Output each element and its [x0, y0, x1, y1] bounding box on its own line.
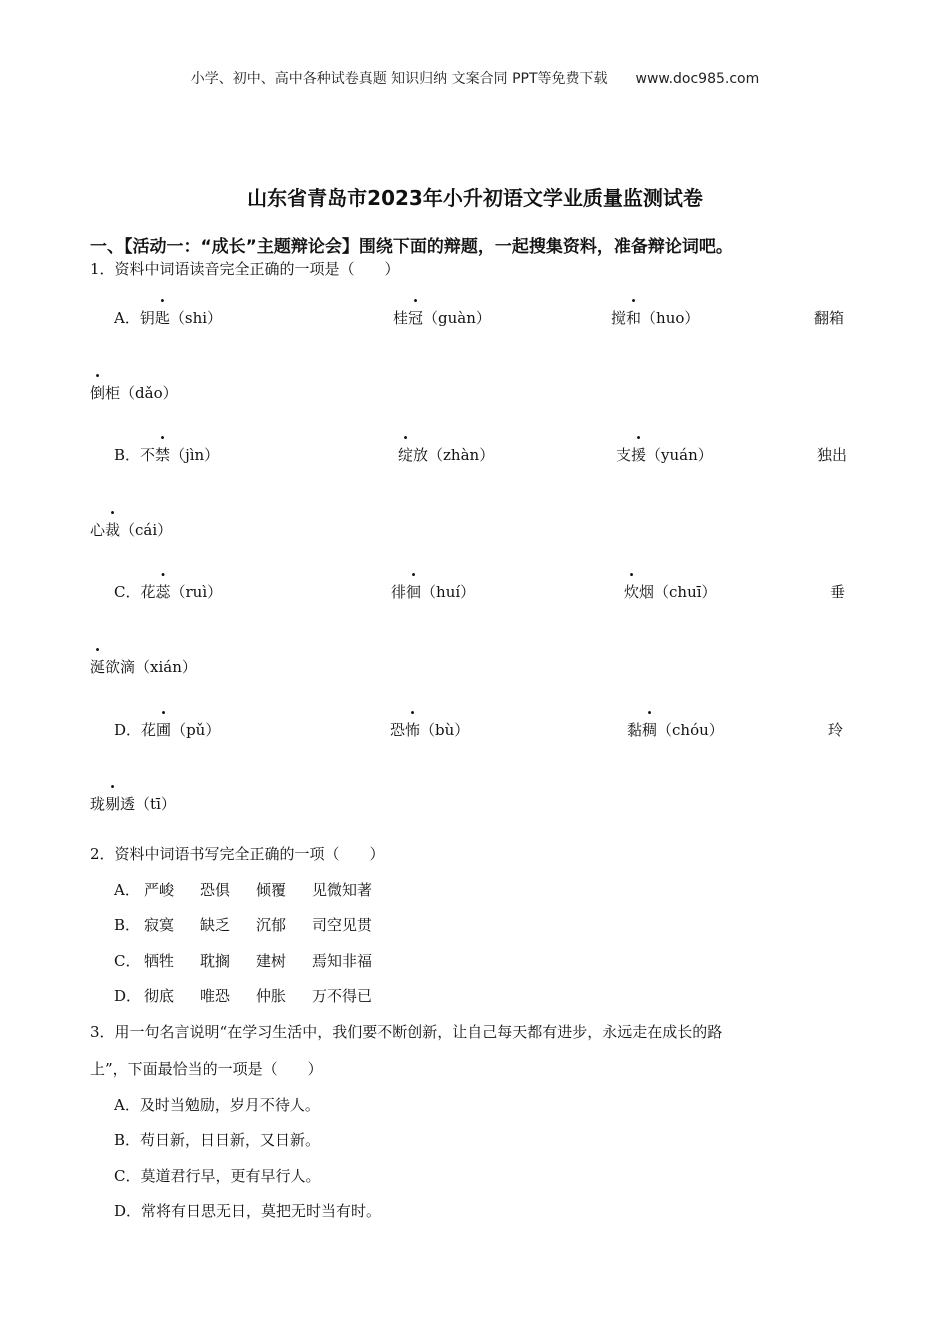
pinyin: （bù） — [420, 721, 470, 739]
word: 牺牲 — [144, 952, 175, 970]
word: 见微知著 — [312, 881, 373, 899]
pinyin: （pǔ） — [171, 721, 221, 739]
option-label: B． — [114, 446, 141, 464]
q3-option-b — [114, 1129, 320, 1150]
word-char: 黏 — [627, 721, 643, 739]
pinyin: （zhàn） — [428, 446, 495, 464]
q1-d-word3 — [627, 719, 724, 740]
pinyin: （xián） — [135, 658, 197, 676]
q1-a-word4-start: 翻箱 — [814, 309, 845, 327]
option-text: 常将有日思无日，莫把无时当有时。 — [141, 1202, 382, 1220]
pinyin: （tī） — [135, 795, 176, 813]
word-char: 心 — [90, 521, 106, 539]
word: 万不得已 — [312, 987, 373, 1005]
word: 唯恐 — [200, 987, 231, 1005]
option-label: D． — [114, 1202, 142, 1220]
word: 严峻 — [144, 881, 175, 899]
option-label: A． — [114, 1096, 140, 1114]
option-text: 苟日新，日日新，又日新。 — [140, 1131, 321, 1149]
word-char: 钥 — [139, 309, 155, 327]
q3-option-c — [114, 1165, 321, 1186]
word-char: 搅 — [611, 309, 627, 327]
pinyin: （huo） — [641, 309, 700, 327]
word: 恐俱 — [200, 881, 231, 899]
word-char: 放 — [413, 446, 429, 464]
word-char: 不 — [140, 446, 156, 464]
word: 司空见贯 — [312, 916, 373, 934]
dotted-char: 禁 — [155, 446, 171, 464]
pinyin: （cái） — [120, 521, 173, 539]
word-char: 支 — [616, 446, 632, 464]
q1-b-word4-end — [90, 519, 172, 540]
q3-option-d — [114, 1200, 381, 1221]
q2-option-a — [114, 879, 398, 900]
q1-b-word2 — [398, 444, 494, 465]
word-char: 欲滴 — [105, 658, 136, 676]
q1-c-word3 — [624, 581, 717, 602]
q1-option-a — [114, 307, 222, 328]
pinyin: （dǎo） — [120, 384, 178, 402]
q1-b-word3 — [616, 444, 713, 465]
dotted-char: 援 — [631, 446, 647, 464]
word-char: 花 — [141, 721, 157, 739]
pinyin: （chuī） — [654, 583, 717, 601]
word-char: 柜 — [105, 384, 121, 402]
dotted-char: 怖 — [405, 721, 421, 739]
word: 寂寞 — [144, 916, 175, 934]
q1-b-word4-start: 独出 — [817, 446, 848, 464]
q3-stem-line1: 3．用一句名言说明“在学习生活中，我们要不断创新，让自己每天都有进步，永远走在成长的路 — [90, 1023, 723, 1041]
q2-stem: 2．资料中词语书写完全正确的一项（ ） — [90, 845, 385, 863]
dotted-char: 圃 — [156, 721, 172, 739]
q1-c-word4-end — [90, 656, 197, 677]
pinyin: （jìn） — [170, 446, 220, 464]
page-header — [0, 68, 950, 88]
word-char: 烟 — [639, 583, 655, 601]
page-title: 山东省青岛市2023年小升初语文学业质量监测试卷 — [247, 186, 703, 210]
q3-stem-line2: 上”，下面最恰当的一项是（ ） — [90, 1060, 323, 1078]
dotted-char: 蕊 — [155, 583, 171, 601]
word: 焉知非福 — [312, 952, 373, 970]
option-label: C． — [114, 583, 141, 601]
q1-c-word2 — [391, 581, 475, 602]
q1-option-d — [114, 719, 220, 740]
word-char: 恐 — [390, 721, 406, 739]
q1-d-word4-end — [90, 793, 176, 814]
pinyin: （shi） — [169, 309, 223, 327]
pinyin: （guàn） — [423, 309, 491, 327]
word: 彻底 — [144, 987, 175, 1005]
q2-option-d — [114, 985, 398, 1006]
word-char: 徘 — [391, 583, 407, 601]
dotted-char: 涎 — [90, 658, 106, 676]
q1-c-word4-start: 垂 — [830, 583, 846, 601]
option-label: A． — [114, 881, 140, 899]
dotted-char: 炊 — [624, 583, 640, 601]
word-char: 透 — [120, 795, 136, 813]
word-char: 桂 — [393, 309, 409, 327]
option-text: 莫道君行早，更有早行人。 — [140, 1167, 321, 1185]
header-site: www.doc985.com — [635, 71, 760, 87]
word: 缺乏 — [200, 916, 231, 934]
pinyin: （ruì） — [170, 583, 223, 601]
dotted-char: 和 — [626, 309, 642, 327]
option-label: C． — [114, 1167, 141, 1185]
section-heading: 一、【活动一：“成长”主题辩论会】围绕下面的辩题，一起搜集资料，准备辩论词吧。 — [90, 237, 733, 257]
dotted-char: 裁 — [105, 521, 121, 539]
word-char: 珑 — [90, 795, 106, 813]
dotted-char: 绽 — [398, 446, 414, 464]
q3-option-a — [114, 1094, 320, 1115]
q2-option-b — [114, 914, 398, 935]
word-char: 花 — [140, 583, 156, 601]
q1-d-word2 — [390, 719, 469, 740]
word: 建树 — [256, 952, 287, 970]
word: 耽搁 — [200, 952, 231, 970]
word: 沉郁 — [256, 916, 287, 934]
q1-a-word3 — [611, 307, 699, 328]
word: 倾覆 — [256, 881, 287, 899]
header-text: 小学、初中、高中各种试卷真题 知识归纳 文案合同 PPT等免费下载 — [190, 71, 608, 87]
q1-a-word4-end — [90, 382, 178, 403]
dotted-char: 徊 — [406, 583, 422, 601]
word: 仲胀 — [256, 987, 287, 1005]
q1-d-word4-start: 玲 — [828, 721, 844, 739]
dotted-char: 稠 — [642, 721, 658, 739]
q1-option-c — [114, 581, 222, 602]
option-label: D． — [114, 721, 142, 739]
pinyin: （yuán） — [646, 446, 713, 464]
option-label: A． — [114, 309, 140, 327]
q1-stem: 1．资料中词语读音完全正确的一项是（ ） — [90, 260, 400, 278]
q1-a-word2 — [393, 307, 491, 328]
option-label: C． — [114, 952, 141, 970]
option-label: D． — [114, 987, 142, 1005]
pinyin: （chóu） — [657, 721, 724, 739]
dotted-char: 剔 — [105, 795, 121, 813]
q2-option-c — [114, 950, 398, 971]
q1-option-b — [114, 444, 219, 465]
option-text: 及时当勉励，岁月不待人。 — [139, 1096, 320, 1114]
dotted-char: 匙 — [154, 309, 170, 327]
dotted-char: 倒 — [90, 384, 106, 402]
option-label: B． — [114, 916, 141, 934]
pinyin: （huí） — [421, 583, 476, 601]
dotted-char: 冠 — [408, 309, 424, 327]
option-label: B． — [114, 1131, 141, 1149]
